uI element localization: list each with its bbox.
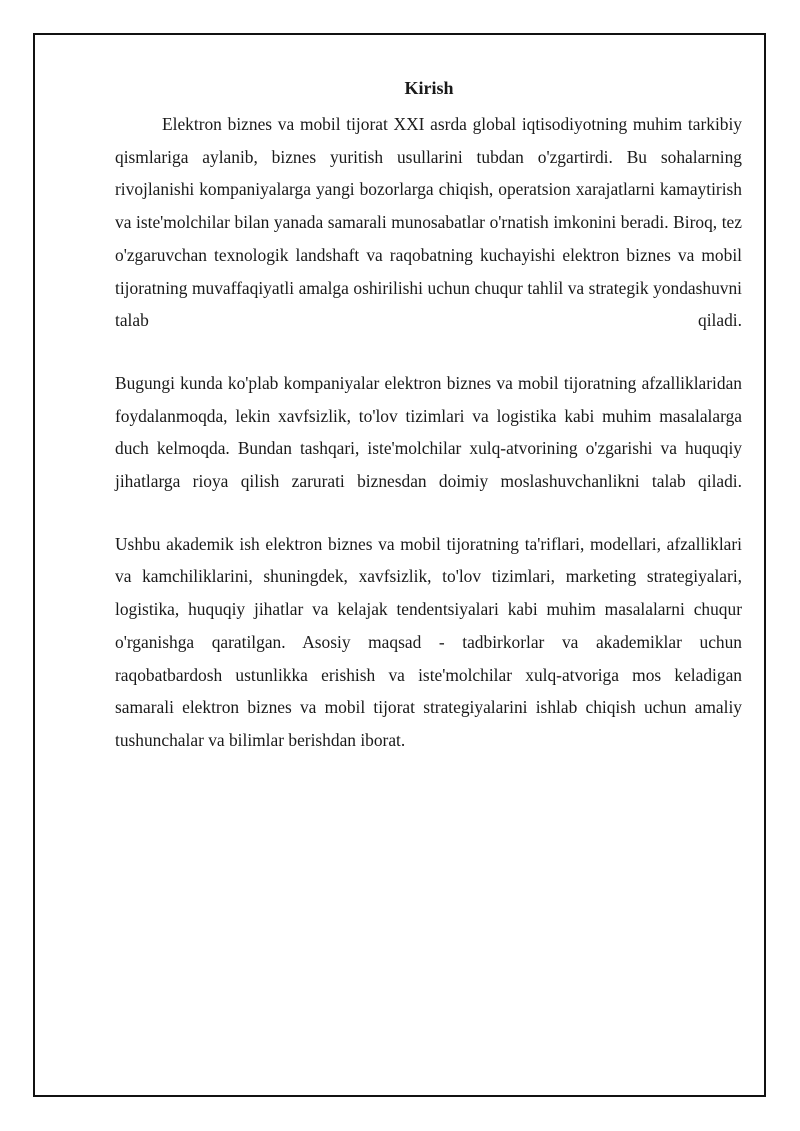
paragraph-intro: Elektron biznes va mobil tijorat XXI asrda global iqtisodiyotning muhim tarkibiy qismlariga aylanib, biznes yuritish usullarini tubdan o'zgartirdi. Bu sohalarning rivojlanishi kompaniyalarga yangi bozorlarga chiqish, operatsion xarajatlarni kamaytirish va iste'molchilar bilan yanada samarali munosabatlar o'rnatish imkonini beradi. Biroq, tez o'zgaruvchan texnologik landshaft va raqobatning kuchayishi elektron biznes va mobil tijoratning muvaffaqiyatli amalga oshirilishi uchun chuqur tahlil va strategik yondashuvni talab qiladi. <box>115 114 742 331</box>
paragraph-aim: Ushbu akademik ish elektron biznes va mobil tijoratning ta'riflari, modellari, afzalliklari va kamchiliklarini, shuningdek, xavfsizlik, to'lov tizimlari, marketing strategiyalari, logistika, huquqiy jihatlar va kelajak tendentsiyalari kabi muhim masalalarni chuqur o'rganishga qaratilgan. Asosiy maqsad - tadbirkorlar va akademiklar uchun raqobatbardosh ustunlikka erishish va iste'molchilar xulq-atvoriga mos keladigan samarali elektron biznes va mobil tijorat strategiyalarini ishlab chiqish uchun amaliy tushunchalar va bilimlar berishdan iborat. <box>115 533 742 750</box>
paragraph-challenges: Bugungi kunda ko'plab kompaniyalar elektron biznes va mobil tijoratning afzalliklaridan foydalanmoqda, lekin xavfsizlik, to'lov tizimlari va logistika kabi muhim masalalarga duch kelmoqda. Bundan tashqari, iste'molchilar xulq-atvorining o'zgarishi va huquqiy jihatlarga rioya qilish zarurati biznesdan doimiy moslashuvchanlikni talab qiladi. <box>115 372 742 492</box>
document-body <box>115 108 742 787</box>
document-title: Kirish <box>404 78 454 98</box>
